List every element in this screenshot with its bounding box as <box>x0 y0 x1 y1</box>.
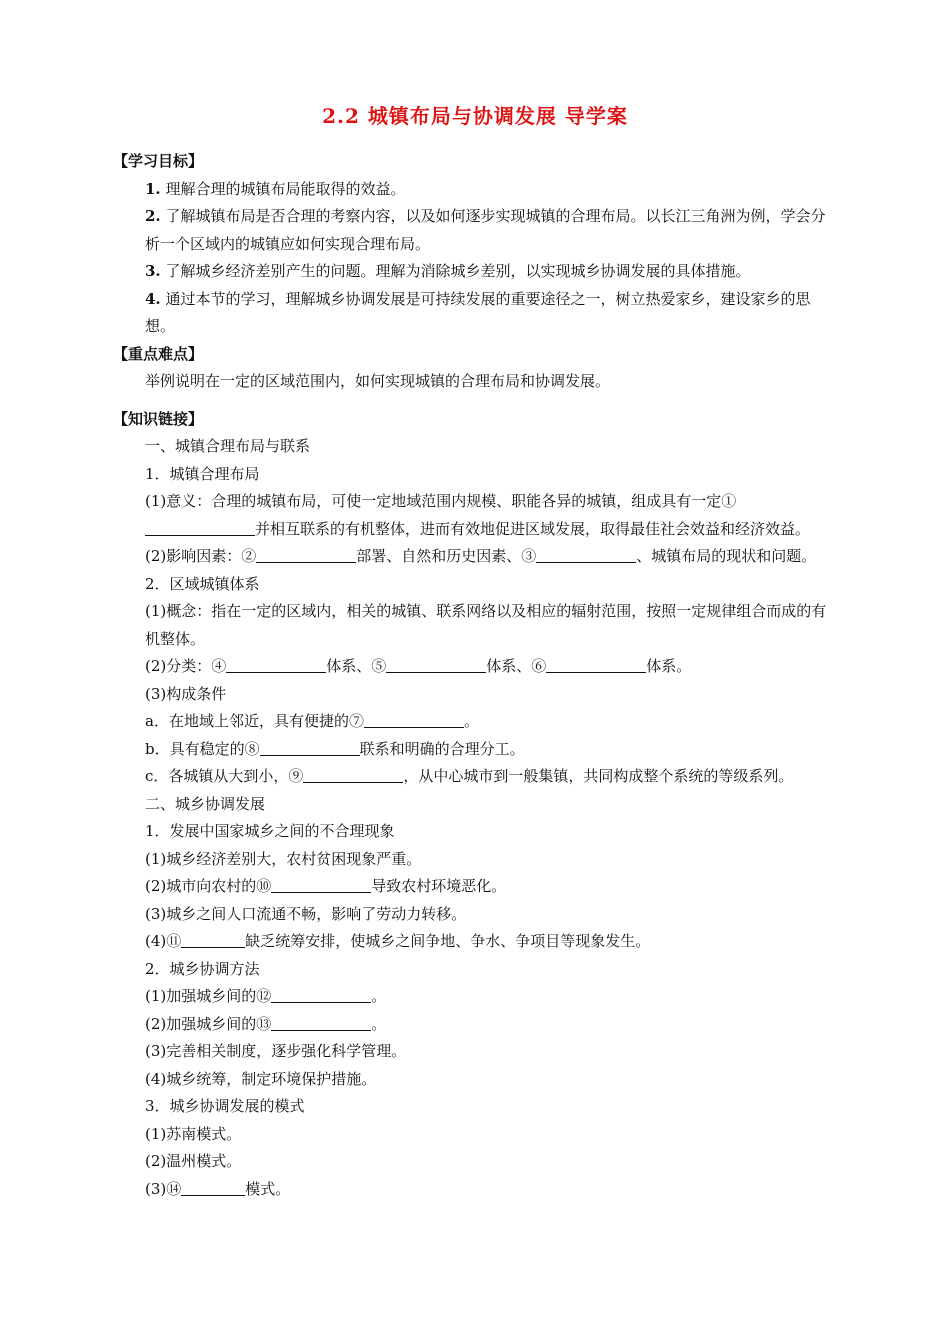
fill-blank-8[interactable] <box>260 740 360 756</box>
fill-blank-9[interactable] <box>303 767 403 783</box>
paragraph: (2)加强城乡间的⑬ 。 <box>145 1014 387 1033</box>
key-text: 举例说明在一定的区域范围内，如何实现城镇的合理布局和协调发展。 <box>145 372 611 390</box>
fill-blank-4[interactable] <box>226 657 326 673</box>
goal-item: 4. 通过本节的学习，理解城乡协调发展是可持续发展的重要途径之一，树立热爱家乡，建设家乡的思想。 <box>145 289 811 335</box>
fill-blank-10[interactable] <box>271 877 371 893</box>
fill-blank-6[interactable] <box>546 657 646 673</box>
goal-item: 3. 了解城乡经济差别产生的问题。理解为消除城乡差别，以实现城乡协调发展的具体措施。 <box>145 262 751 280</box>
paragraph: (3)⑭ 模式。 <box>145 1179 291 1198</box>
fill-blank-12[interactable] <box>271 987 371 1003</box>
fill-blank-3[interactable] <box>536 547 636 563</box>
paragraph: (1)加强城乡间的⑫ 。 <box>145 987 387 1005</box>
item-title: 1．发展中国家城乡之间的不合理现象 <box>145 822 395 840</box>
section-heading-links: 【知识链接】 <box>113 409 204 428</box>
paragraph: (2)城市向农村的⑩ 导致农村环境恶化。 <box>145 877 507 895</box>
paragraph: (3)完善相关制度，逐步强化科学管理。 <box>145 1042 407 1060</box>
subsection-title: 二、城乡协调发展 <box>145 794 266 813</box>
section-heading-key: 【重点难点】 <box>113 344 204 363</box>
document-body <box>113 148 835 1203</box>
paragraph: (3)构成条件 <box>145 684 227 703</box>
paragraph: (2)温州模式。 <box>145 1152 242 1170</box>
paragraph: (1)苏南模式。 <box>145 1124 242 1143</box>
item-title: 3．城乡协调发展的模式 <box>145 1097 305 1115</box>
fill-blank-14[interactable] <box>181 1180 245 1196</box>
paragraph: (3)城乡之间人口流通不畅，影响了劳动力转移。 <box>145 904 467 923</box>
fill-blank-7[interactable] <box>364 712 464 728</box>
paragraph: (2)分类：④ 体系、⑤ 体系、⑥ 体系。 <box>145 657 692 675</box>
paragraph: (2)影响因素：② 部署、自然和历史因素、③ 、城镇布局的现状和问题。 <box>145 547 817 565</box>
page-title: 2.2 城镇布局与协调发展 导学案 <box>322 104 628 128</box>
item-title: 2．城乡协调方法 <box>145 959 260 978</box>
fill-blank-5[interactable] <box>386 657 486 673</box>
paragraph: a．在地域上邻近，具有便捷的⑦ 。 <box>145 712 479 730</box>
goal-item: 1. 理解合理的城镇布局能取得的效益。 <box>145 179 406 198</box>
item-title: 1．城镇合理布局 <box>145 464 260 483</box>
item-title: 2．区域城镇体系 <box>145 574 260 593</box>
subsection-title: 一、城镇合理布局与联系 <box>145 437 311 455</box>
section-heading-goals: 【学习目标】 <box>113 152 204 170</box>
paragraph: (1)意义：合理的城镇布局，可使一定地域范围内规模、职能各异的城镇，组成具有一定①并相互联系的有机整体，进而有效地促进区域发展，取得最佳社会效益和经济效益。 <box>145 492 811 538</box>
paragraph: (4)城乡统筹，制定环境保护措施。 <box>145 1069 377 1088</box>
fill-blank-2[interactable] <box>256 547 356 563</box>
fill-blank-1[interactable] <box>145 520 255 536</box>
paragraph: c．各城镇从大到小，⑨ ，从中心城市到一般集镇，共同构成整个系统的等级系列。 <box>145 767 794 785</box>
goal-item: 2. 了解城镇布局是否合理的考察内容，以及如何逐步实现城镇的合理布局。以长江三角洲为例，学会分析一个区域内的城镇应如何实现合理布局。 <box>145 207 826 253</box>
paragraph: b．具有稳定的⑧ 联系和明确的合理分工。 <box>145 739 525 758</box>
fill-blank-11[interactable] <box>181 932 245 948</box>
paragraph: (4)⑪ 缺乏统筹安排，使城乡之间争地、争水、争项目等现象发生。 <box>145 932 651 950</box>
paragraph: (1)城乡经济差别大，农村贫困现象严重。 <box>145 849 422 868</box>
fill-blank-13[interactable] <box>271 1015 371 1031</box>
paragraph: (1)概念：指在一定的区域内，相关的城镇、联系网络以及相应的辐射范围，按照一定规律组合而成的有机整体。 <box>145 602 827 648</box>
